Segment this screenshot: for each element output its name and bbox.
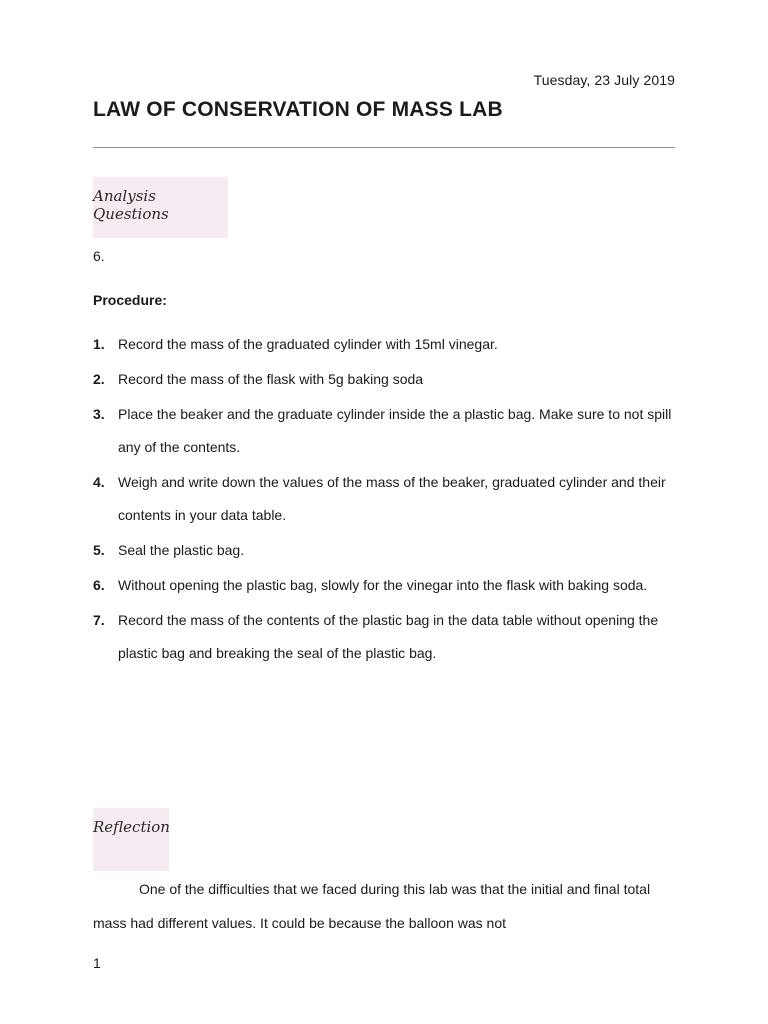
document-title: LAW OF CONSERVATION OF MASS LAB bbox=[93, 98, 503, 121]
reflection-paragraph: One of the difficulties that we faced during this lab was that the initial and final total mass had different values. It could be because the balloon was not bbox=[93, 881, 651, 931]
title-divider bbox=[93, 147, 675, 148]
step-text: Seal the plastic bag. bbox=[118, 542, 245, 558]
step-number: 6. bbox=[93, 577, 105, 593]
step-text: Record the mass of the contents of the plastic bag in the data table without opening the plastic bag and breaking the seal of the plastic bag. bbox=[118, 612, 659, 661]
step-number: 5. bbox=[93, 542, 105, 558]
step-number: 7. bbox=[93, 612, 105, 628]
step-number: 1. bbox=[93, 336, 105, 352]
procedure-step bbox=[93, 466, 675, 532]
procedure-step bbox=[93, 328, 675, 361]
step-number: 2. bbox=[93, 371, 105, 387]
procedure-step bbox=[93, 569, 675, 602]
document-date: Tuesday, 23 July 2019 bbox=[533, 72, 675, 88]
step-text: Without opening the plastic bag, slowly for the vinegar into the flask with baking soda. bbox=[118, 577, 648, 593]
step-number: 4. bbox=[93, 474, 105, 490]
procedure-step bbox=[93, 604, 675, 670]
reflection-heading: Reflection bbox=[93, 808, 169, 871]
step-text: Place the beaker and the graduate cylinder inside the a plastic bag. Make sure to not spill any of the contents. bbox=[118, 406, 672, 455]
step-text: Record the mass of the graduated cylinder with 15ml vinegar. bbox=[118, 336, 498, 352]
analysis-questions-heading: Analysis Questions bbox=[93, 177, 228, 238]
question-number: 6. bbox=[93, 248, 105, 264]
procedure-step bbox=[93, 398, 675, 464]
procedure-heading: Procedure: bbox=[93, 292, 167, 308]
procedure-steps bbox=[93, 336, 675, 680]
procedure-step bbox=[93, 534, 675, 567]
page-number: 1 bbox=[93, 955, 101, 971]
step-text: Record the mass of the flask with 5g baking soda bbox=[118, 371, 424, 387]
step-number: 3. bbox=[93, 406, 105, 422]
procedure-step bbox=[93, 363, 675, 396]
step-text: Weigh and write down the values of the mass of the beaker, graduated cylinder and their contents in your data table. bbox=[118, 474, 666, 523]
